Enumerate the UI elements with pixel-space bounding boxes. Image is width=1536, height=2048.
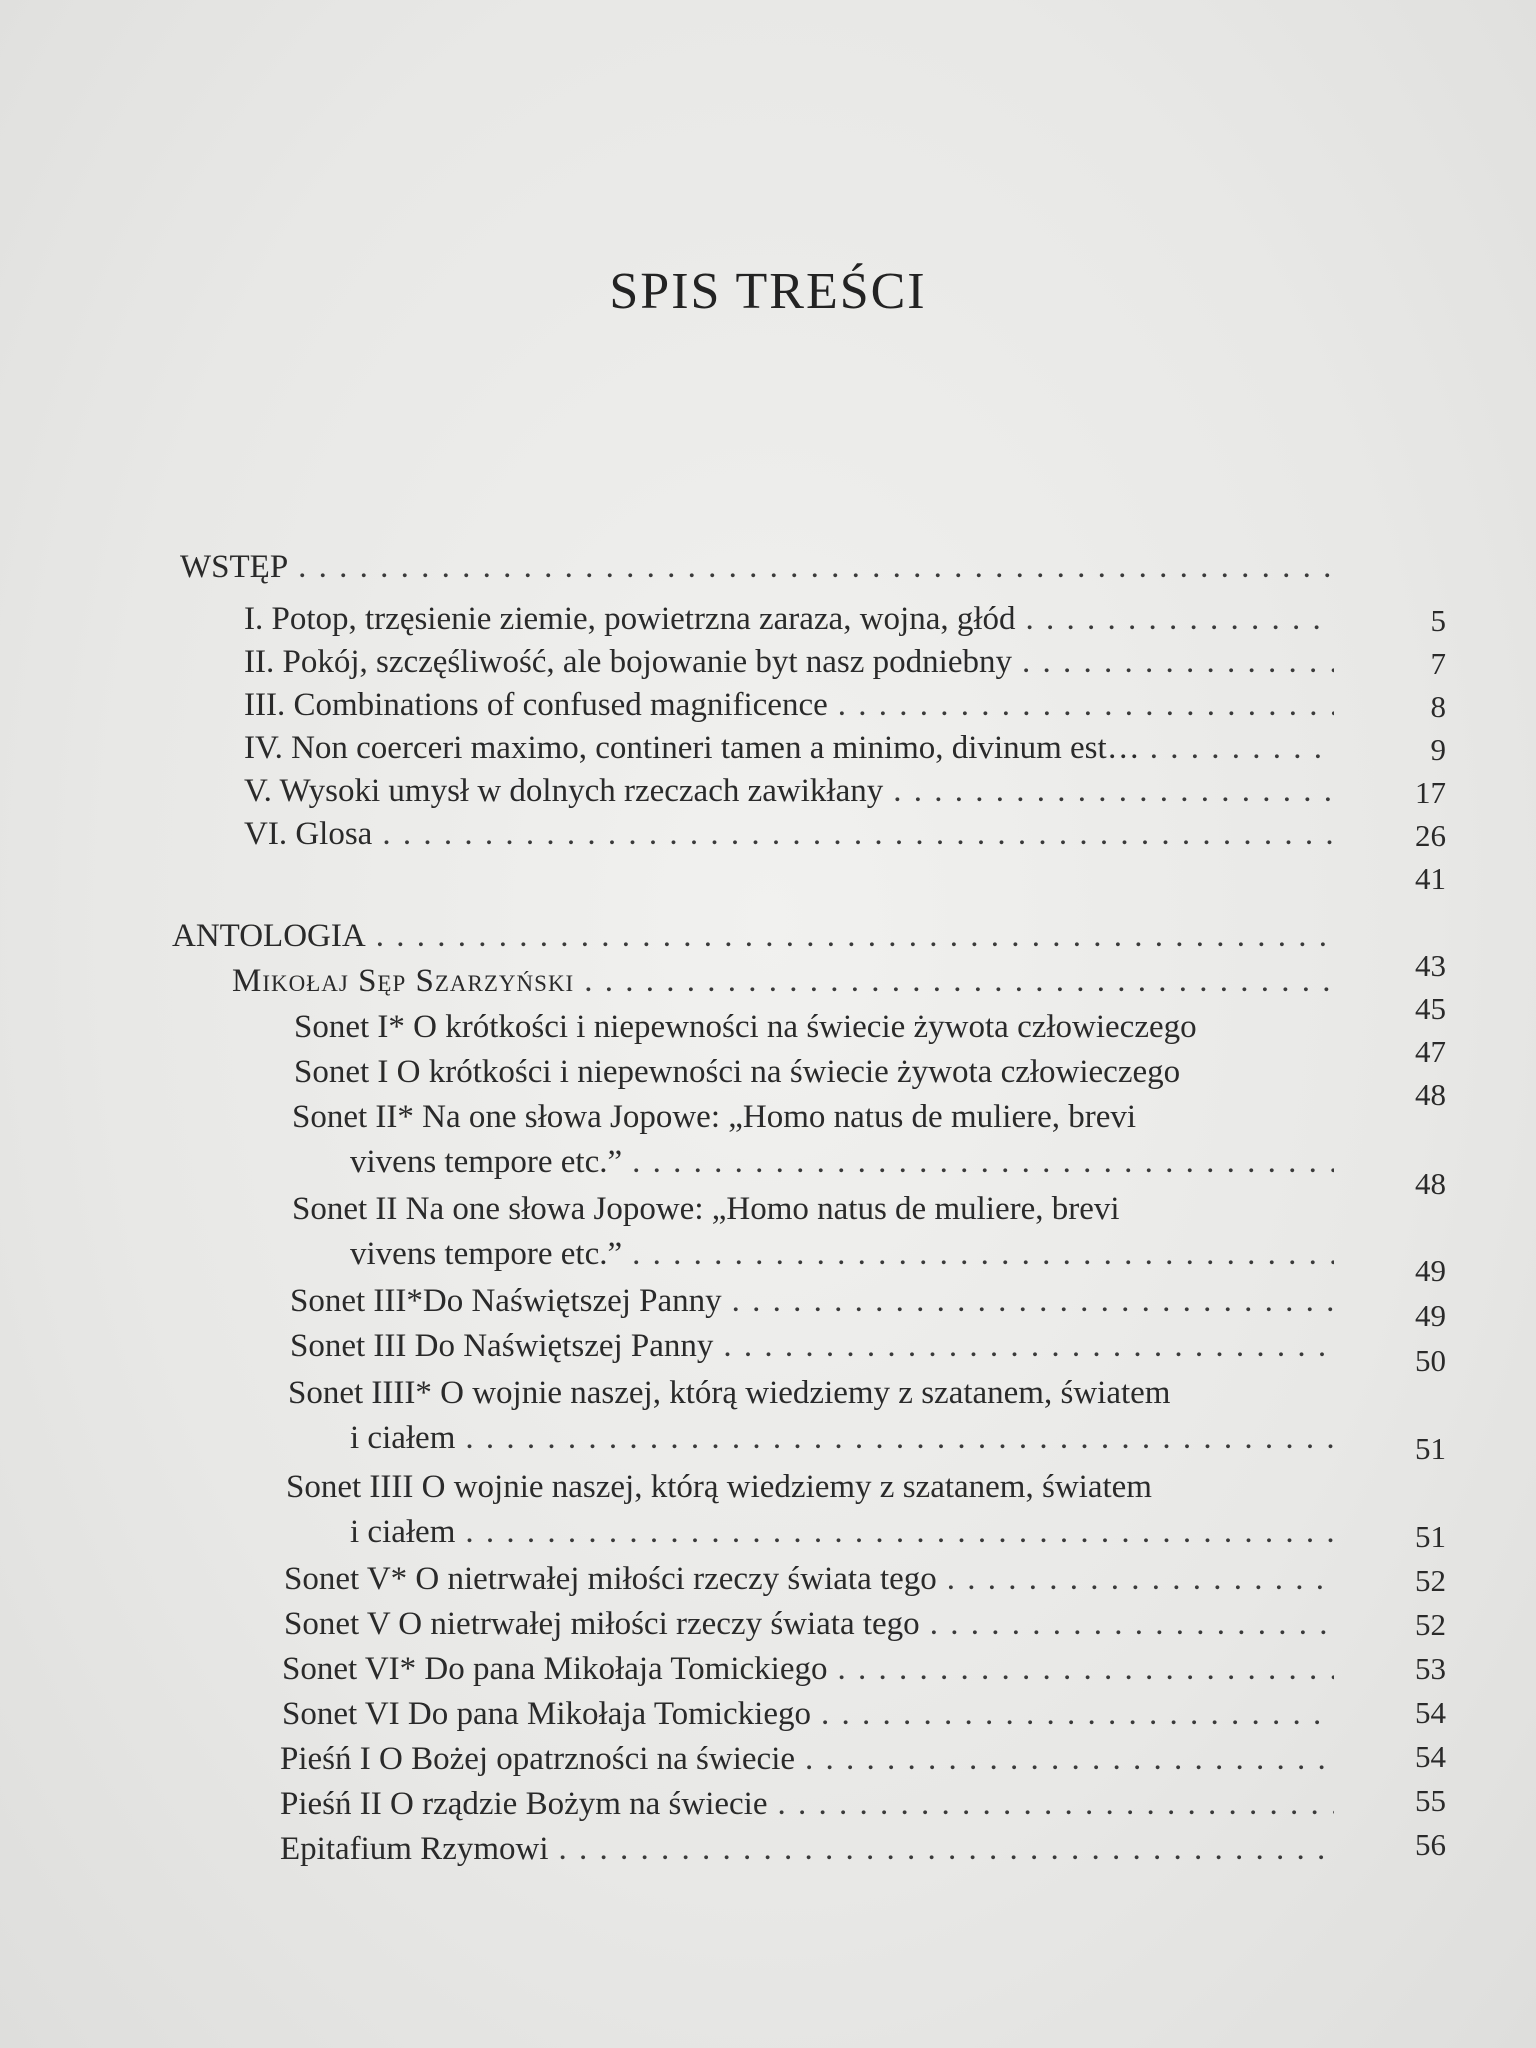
leader-dots: [632, 1143, 1334, 1181]
toc-entry: [292, 1098, 1340, 1136]
toc-entry: [282, 1650, 1340, 1688]
toc-entry: [286, 1468, 1340, 1506]
toc-entry: [290, 1282, 1340, 1320]
toc-entry-text: Sonet IIII O wojnie naszej, którą wiedziemy z szatanem, światem: [286, 1469, 1152, 1505]
toc-entry: [244, 772, 1340, 810]
toc-entry-text: V. Wysoki umysł w dolnych rzeczach zawikłany: [244, 773, 884, 809]
leader-dots: [732, 1282, 1334, 1320]
toc-entry: [244, 729, 1340, 767]
leader-dots: [947, 1560, 1334, 1598]
leader-dots: [1026, 600, 1334, 638]
toc-entry: [292, 1190, 1340, 1228]
toc-entry-text: Sonet II Na one słowa Jopowe: „Homo natus de muliere, brevi: [292, 1191, 1120, 1227]
page-number: 26: [1415, 818, 1446, 853]
leader-dots: [465, 1419, 1334, 1457]
page-number: 56: [1415, 1827, 1446, 1862]
toc-entry-text: Sonet V* O nietrwałej miłości rzeczy świata tego: [284, 1561, 937, 1597]
toc-entry-continuation: [350, 1513, 1340, 1551]
toc-entry-text: I. Potop, trzęsienie ziemie, powietrzna zaraza, wojna, głód: [244, 601, 1016, 637]
page-number: 50: [1415, 1343, 1446, 1378]
page-number: 9: [1430, 732, 1446, 767]
leader-dots: [930, 1605, 1334, 1643]
toc-entry-text: Sonet II* Na one słowa Jopowe: „Homo natus de muliere, brevi: [292, 1099, 1137, 1135]
toc-entry-text: WSTĘP: [180, 549, 289, 585]
toc-entry-continuation: [350, 1143, 1340, 1181]
toc-entry: [284, 1605, 1340, 1643]
toc-entry-text: Sonet IIII* O wojnie naszej, którą wiedziemy z szatanem, światem: [288, 1375, 1171, 1411]
toc-entry-text: III. Combinations of confused magnificence: [244, 687, 828, 723]
page-number: 7: [1430, 646, 1446, 681]
toc-entry-text: Epitafium Rzymowi: [280, 1831, 549, 1867]
toc-entry: [244, 686, 1340, 724]
toc-entry: [244, 643, 1340, 681]
toc-entry-continuation: [350, 1235, 1340, 1273]
leader-dots: [559, 1830, 1334, 1868]
toc-entry-text: vivens tempore etc.”: [350, 1144, 623, 1180]
leader-dots: [838, 686, 1334, 724]
toc-entry: [280, 1740, 1340, 1778]
leader-dots: [632, 1235, 1334, 1273]
toc-entry: [172, 917, 1340, 955]
toc-entry-text: i ciałem: [350, 1514, 456, 1550]
leader-dots: [584, 962, 1334, 1000]
page-number: 8: [1430, 689, 1446, 724]
toc-entry-text: Sonet I O krótkości i niepewności na świecie żywota człowieczego: [294, 1054, 1181, 1090]
page-number: 54: [1415, 1739, 1446, 1774]
page-number: 41: [1415, 861, 1446, 896]
leader-dots: [723, 1327, 1334, 1365]
page-number: 54: [1415, 1695, 1446, 1730]
page-number: 48: [1415, 1077, 1446, 1112]
toc-entry-text: II. Pokój, szczęśliwość, ale bojowanie byt nasz podniebny: [244, 644, 1012, 680]
leader-dots: [382, 815, 1334, 853]
toc-entry: [280, 1785, 1340, 1823]
page-number: 48: [1415, 1166, 1446, 1201]
leader-dots: [837, 1650, 1334, 1688]
toc-entry: [294, 1008, 1340, 1046]
toc-entry: [294, 1053, 1340, 1091]
page-number: 51: [1415, 1431, 1446, 1466]
toc-entry-text: Sonet VI Do pana Mikołaja Tomickiego: [282, 1696, 811, 1732]
toc-entry: [284, 1560, 1340, 1598]
toc-entry: [290, 1327, 1340, 1365]
leader-dots: [1022, 643, 1334, 681]
toc-entry-text: Sonet III*Do Naświętszej Panny: [290, 1283, 722, 1319]
leader-dots: [376, 917, 1334, 955]
toc-entry-text: Sonet VI* Do pana Mikołaja Tomickiego: [282, 1651, 828, 1687]
leader-dots: [821, 1695, 1334, 1733]
toc-entry: [244, 815, 1340, 853]
toc-entry: [180, 548, 1340, 586]
leader-dots: [805, 1740, 1334, 1778]
toc-entry-text: ANTOLOGIA: [172, 918, 366, 954]
toc-entry-continuation: [350, 1419, 1340, 1457]
toc-entry-text: Mikołaj Sęp Szarzyński: [232, 963, 575, 999]
page-number: 45: [1415, 991, 1446, 1026]
toc-entry-text: Sonet V O nietrwałej miłości rzeczy świata tego: [284, 1606, 920, 1642]
page-number: 5: [1430, 603, 1446, 638]
toc-entry-text: Sonet III Do Naświętszej Panny: [290, 1328, 714, 1364]
page-number: 43: [1415, 948, 1446, 983]
toc-entry-text: i ciałem: [350, 1420, 456, 1456]
page-number: 52: [1415, 1563, 1446, 1598]
toc-entry: [244, 600, 1340, 638]
toc-entry-text: Sonet I* O krótkości i niepewności na świecie żywota człowieczego: [294, 1009, 1197, 1045]
page-number: 55: [1415, 1783, 1446, 1818]
page-number: 52: [1415, 1607, 1446, 1642]
page-number: 17: [1415, 775, 1446, 810]
page-number: 51: [1415, 1519, 1446, 1554]
page-title: SPIS TREŚCI: [609, 263, 927, 320]
leader-dots: [778, 1785, 1335, 1823]
leader-dots: [893, 772, 1334, 810]
toc-entry-text: Pieśń II O rządzie Bożym na świecie: [280, 1786, 768, 1822]
page-number: 49: [1415, 1253, 1446, 1288]
toc-entry-text: VI. Glosa: [244, 816, 373, 852]
page-number: 47: [1415, 1034, 1446, 1069]
page-number: 49: [1415, 1298, 1446, 1333]
leader-dots: [298, 548, 1334, 586]
toc-entry-text: IV. Non coerceri maximo, contineri tamen a minimo, divinum est…: [244, 730, 1140, 766]
toc-entry: [282, 1695, 1340, 1733]
toc-entry: [280, 1830, 1340, 1868]
toc-entry-text: vivens tempore etc.”: [350, 1236, 623, 1272]
leader-dots: [465, 1513, 1334, 1551]
leader-dots: [1150, 729, 1334, 767]
toc-entry: [232, 962, 1340, 1000]
toc-entry-text: Pieśń I O Bożej opatrzności na świecie: [280, 1741, 796, 1777]
toc-entry: [288, 1374, 1340, 1412]
page-number: 53: [1415, 1651, 1446, 1686]
